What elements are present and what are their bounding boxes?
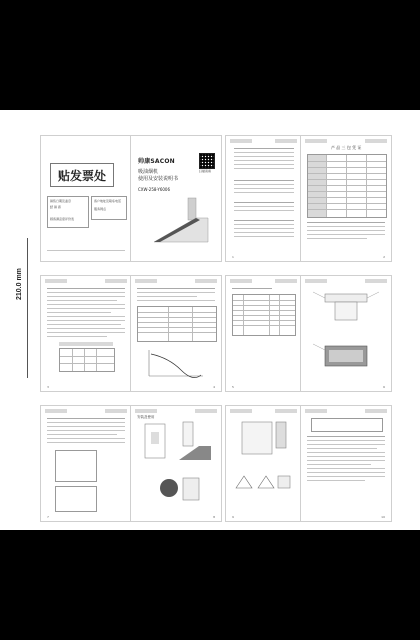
height-dimension-label: 210.0 mm bbox=[16, 268, 23, 300]
toc-line bbox=[234, 224, 294, 225]
page-number: 9 bbox=[232, 515, 234, 519]
toc-line bbox=[234, 156, 294, 157]
qr-code-icon bbox=[199, 153, 215, 169]
toc-line bbox=[234, 228, 294, 229]
page-number: 7 bbox=[47, 515, 49, 519]
warranty-page bbox=[300, 135, 392, 262]
warranty-table bbox=[307, 154, 387, 218]
text-line bbox=[307, 230, 385, 231]
toc-line bbox=[234, 192, 294, 193]
model-number: CXW-258-Y6006 bbox=[138, 187, 170, 192]
card-line: 服务网点 bbox=[94, 207, 107, 211]
card-line: 经 销 商 bbox=[50, 205, 61, 209]
manual-page-mounting bbox=[225, 405, 302, 522]
invoice-stamp-box: 贴发票处 bbox=[50, 163, 114, 187]
page-number: 5 bbox=[232, 385, 234, 389]
manual-page-install bbox=[130, 405, 222, 522]
section-title: 安装及使用 bbox=[137, 415, 155, 419]
cover-title-1: 吸油烟机 bbox=[138, 169, 159, 175]
page-number: 6 bbox=[383, 385, 385, 389]
hood-diagram-icon bbox=[311, 288, 381, 328]
toc-line bbox=[234, 210, 294, 211]
toc-line bbox=[234, 168, 294, 169]
document-sheet bbox=[0, 110, 420, 530]
card-line: 客户地址及联系电话 bbox=[94, 199, 122, 203]
warranty-title: 产 品 三 包 凭 证 bbox=[331, 145, 362, 150]
control-panel bbox=[311, 418, 383, 432]
warranty-card bbox=[47, 196, 89, 228]
toc-rule bbox=[234, 180, 294, 181]
page-number: 2 bbox=[383, 255, 385, 259]
page-number: 10 bbox=[381, 515, 385, 519]
mounting-diagram-icon bbox=[232, 466, 294, 496]
install-diagram-icon bbox=[177, 420, 215, 464]
toc-line bbox=[234, 188, 294, 189]
toc-line bbox=[234, 236, 294, 237]
toc-rule bbox=[234, 148, 294, 149]
qr-caption: 扫描查看 bbox=[199, 169, 212, 173]
card-line: 顾客满意度评价表 bbox=[50, 217, 75, 221]
back-cover-page bbox=[40, 135, 132, 262]
manual-page-specs bbox=[130, 275, 222, 392]
toc-line bbox=[234, 152, 294, 153]
text-line bbox=[307, 226, 385, 227]
mounting-diagram-icon bbox=[236, 418, 292, 458]
cover-title-2: 使用及安装说明书 bbox=[138, 176, 179, 182]
service-card bbox=[91, 196, 127, 220]
hood-diagram-icon bbox=[311, 338, 381, 378]
range-hood-icon bbox=[146, 196, 216, 246]
manual-page-controls bbox=[300, 405, 392, 522]
height-dimension-line bbox=[27, 238, 28, 378]
text-line bbox=[307, 238, 367, 239]
toc-line bbox=[234, 232, 294, 233]
front-cover-page bbox=[130, 135, 222, 262]
footer-rule bbox=[47, 250, 125, 251]
toc-rule bbox=[234, 202, 294, 203]
brand-logo: 帅康SACON bbox=[138, 158, 175, 165]
airflow-curve-icon bbox=[145, 348, 205, 380]
toc-page bbox=[225, 135, 302, 262]
text-line bbox=[307, 222, 385, 223]
manual-page-diagram bbox=[300, 275, 392, 392]
install-diagram-icon bbox=[149, 470, 209, 510]
manual-page-notes bbox=[40, 405, 132, 522]
page-number: 3 bbox=[47, 385, 49, 389]
install-diagram-icon bbox=[141, 422, 171, 462]
toc-line bbox=[234, 160, 294, 161]
card-line: 销售日期及盖章 bbox=[50, 199, 72, 203]
manual-page-parts bbox=[225, 275, 302, 392]
toc-line bbox=[234, 184, 294, 185]
manual-page-safety bbox=[40, 275, 132, 392]
text-line bbox=[307, 234, 385, 235]
toc-line bbox=[234, 164, 294, 165]
toc-line bbox=[234, 206, 294, 207]
page-number: 1 bbox=[232, 255, 234, 259]
toc-rule bbox=[234, 220, 294, 221]
page-number: 8 bbox=[213, 515, 215, 519]
page-number: 4 bbox=[213, 385, 215, 389]
